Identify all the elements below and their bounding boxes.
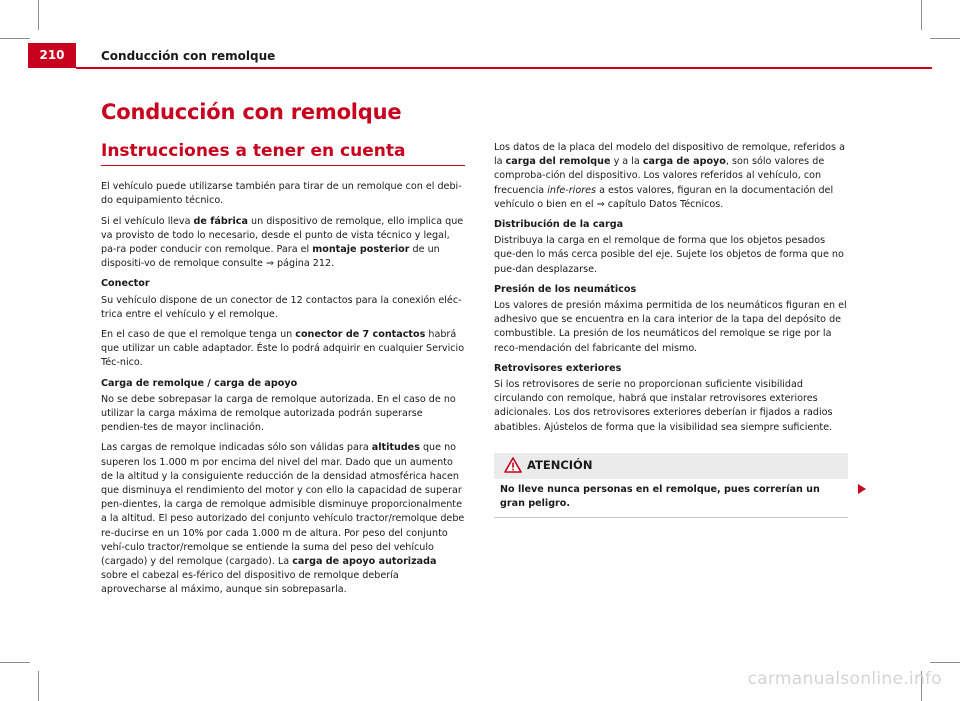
paragraph: No se debe sobrepasar la carga de remolque autorizada. En el caso de no utilizar la carga máxima de remolque autorizada podrán superarse pendien-tes de mayor inclinación. — [101, 393, 456, 434]
watermark: carmanualsonline.info — [747, 669, 942, 689]
continue-arrow-icon — [857, 484, 866, 494]
subheading-conector: Conector — [101, 278, 150, 290]
subheading-presion: Presión de los neumáticos — [494, 283, 637, 295]
warning-triangle-icon — [504, 457, 522, 473]
subheading-retrovisores: Retrovisores exteriores — [494, 362, 622, 374]
paragraph: Su vehículo dispone de un conector de 12 contactos para la conexión eléc-trica entre el vehículo y el remolque. — [101, 294, 462, 320]
crop-mark — [0, 662, 30, 663]
crop-mark — [0, 38, 30, 39]
page-number: 210 — [28, 43, 76, 68]
running-header-title: Conducción con remolque — [101, 49, 276, 63]
crop-mark — [38, 671, 39, 701]
paragraph: Distribuya la carga en el remolque de forma que los objetos pesados que-den lo más cerca posible del eje. Sujete los objetos de forma que no pue-dan desplazarse. — [494, 235, 844, 275]
warning-text-row — [494, 479, 848, 518]
paragraph: Si el vehículo lleva de fábrica un dispositivo de remolque, ello implica que va provisto de todo lo necesario, desde el punto de vista técnico y legal, pa-ra poder conducir con remolque. Para el montaje posterior de un dispositi-vo de remolque consulte ⇒ página 212. — [101, 215, 464, 270]
left-column — [101, 141, 465, 604]
paragraph: Si los retrovisores de serie no proporcionan suficiente visibilidad circulando con remolque, habrá que instalar retrovisores exteriores adicionales. Los dos retrovisores exteriores deberían ir fijados a radios abatibles. Ajústelos de forma que la visibilidad sea siempre suficiente. — [494, 379, 833, 433]
paragraph: Los datos de la placa del modelo del dispositivo de remolque, referidos a la carga del remolque y a la carga de apoyo, son sólo valores de comproba-ción del dispositivo. Los valores referidos al vehículo, con frecuencia infe-riores a estos valores, figuran en la documentación del vehículo o bien en el ⇒ capítulo Datos Técnicos. — [494, 142, 845, 210]
crop-mark — [930, 38, 960, 39]
crop-mark — [930, 662, 960, 663]
paragraph: Los valores de presión máxima permitida de los neumáticos figuran en el adhesivo que se encuentra en la cara interior de la tapa del depósito de combustible. La presión de los neumáticos del remolque se rige por la reco-mendación del fabricante del mismo. — [494, 300, 847, 354]
header-rule — [76, 67, 932, 69]
right-column — [494, 141, 848, 518]
page-title: Conducción con remolque — [101, 100, 402, 124]
section-title: Instrucciones a tener en cuenta — [101, 144, 465, 166]
paragraph: En el caso de que el remolque tenga un conector de 7 contactos habrá que utilizar un cable adaptador. Éste lo podrá adquirir en cualquier Servicio Téc-nico. — [101, 329, 465, 369]
warning-box — [494, 453, 848, 518]
warning-text: No lleve nunca personas en el remolque, pues correrían un gran peligro. — [500, 483, 820, 510]
warning-title: ATENCIÓN — [527, 457, 593, 472]
subheading-distribucion: Distribución de la carga — [494, 219, 624, 231]
paragraph: Las cargas de remolque indicadas sólo son válidas para altitudes que no superen los 1.000 m por encima del nivel del mar. Dado que un aumento de la altitud y la consiguiente reducción de la densidad atmosférica hacen que disminuya el rendimiento del motor y con ello la capacidad de superar pen-dientes, la carga de remolque admisible disminuye proporcionalmente a la altitud. El peso autorizado del conjunto vehículo tractor/remolque debe re-ducirse en un 10% por cada 1.000 m de altura. Por peso del conjunto vehí-culo tractor/remolque se entiende la suma del peso del vehículo (cargado) y del remolque (cargado). La carga de apoyo autorizada sobre el cabezal es-férico del dispositivo de remolque debería aprovecharse al máximo, aunque sin sobrepasarla. — [101, 442, 465, 596]
crop-mark — [38, 0, 39, 30]
paragraph: El vehículo puede utilizarse también para tirar de un remolque con el debi-do equipamiento técnico. — [101, 181, 462, 207]
subheading-carga: Carga de remolque / carga de apoyo — [101, 377, 298, 389]
crop-mark — [921, 0, 922, 30]
warning-header — [494, 453, 848, 479]
